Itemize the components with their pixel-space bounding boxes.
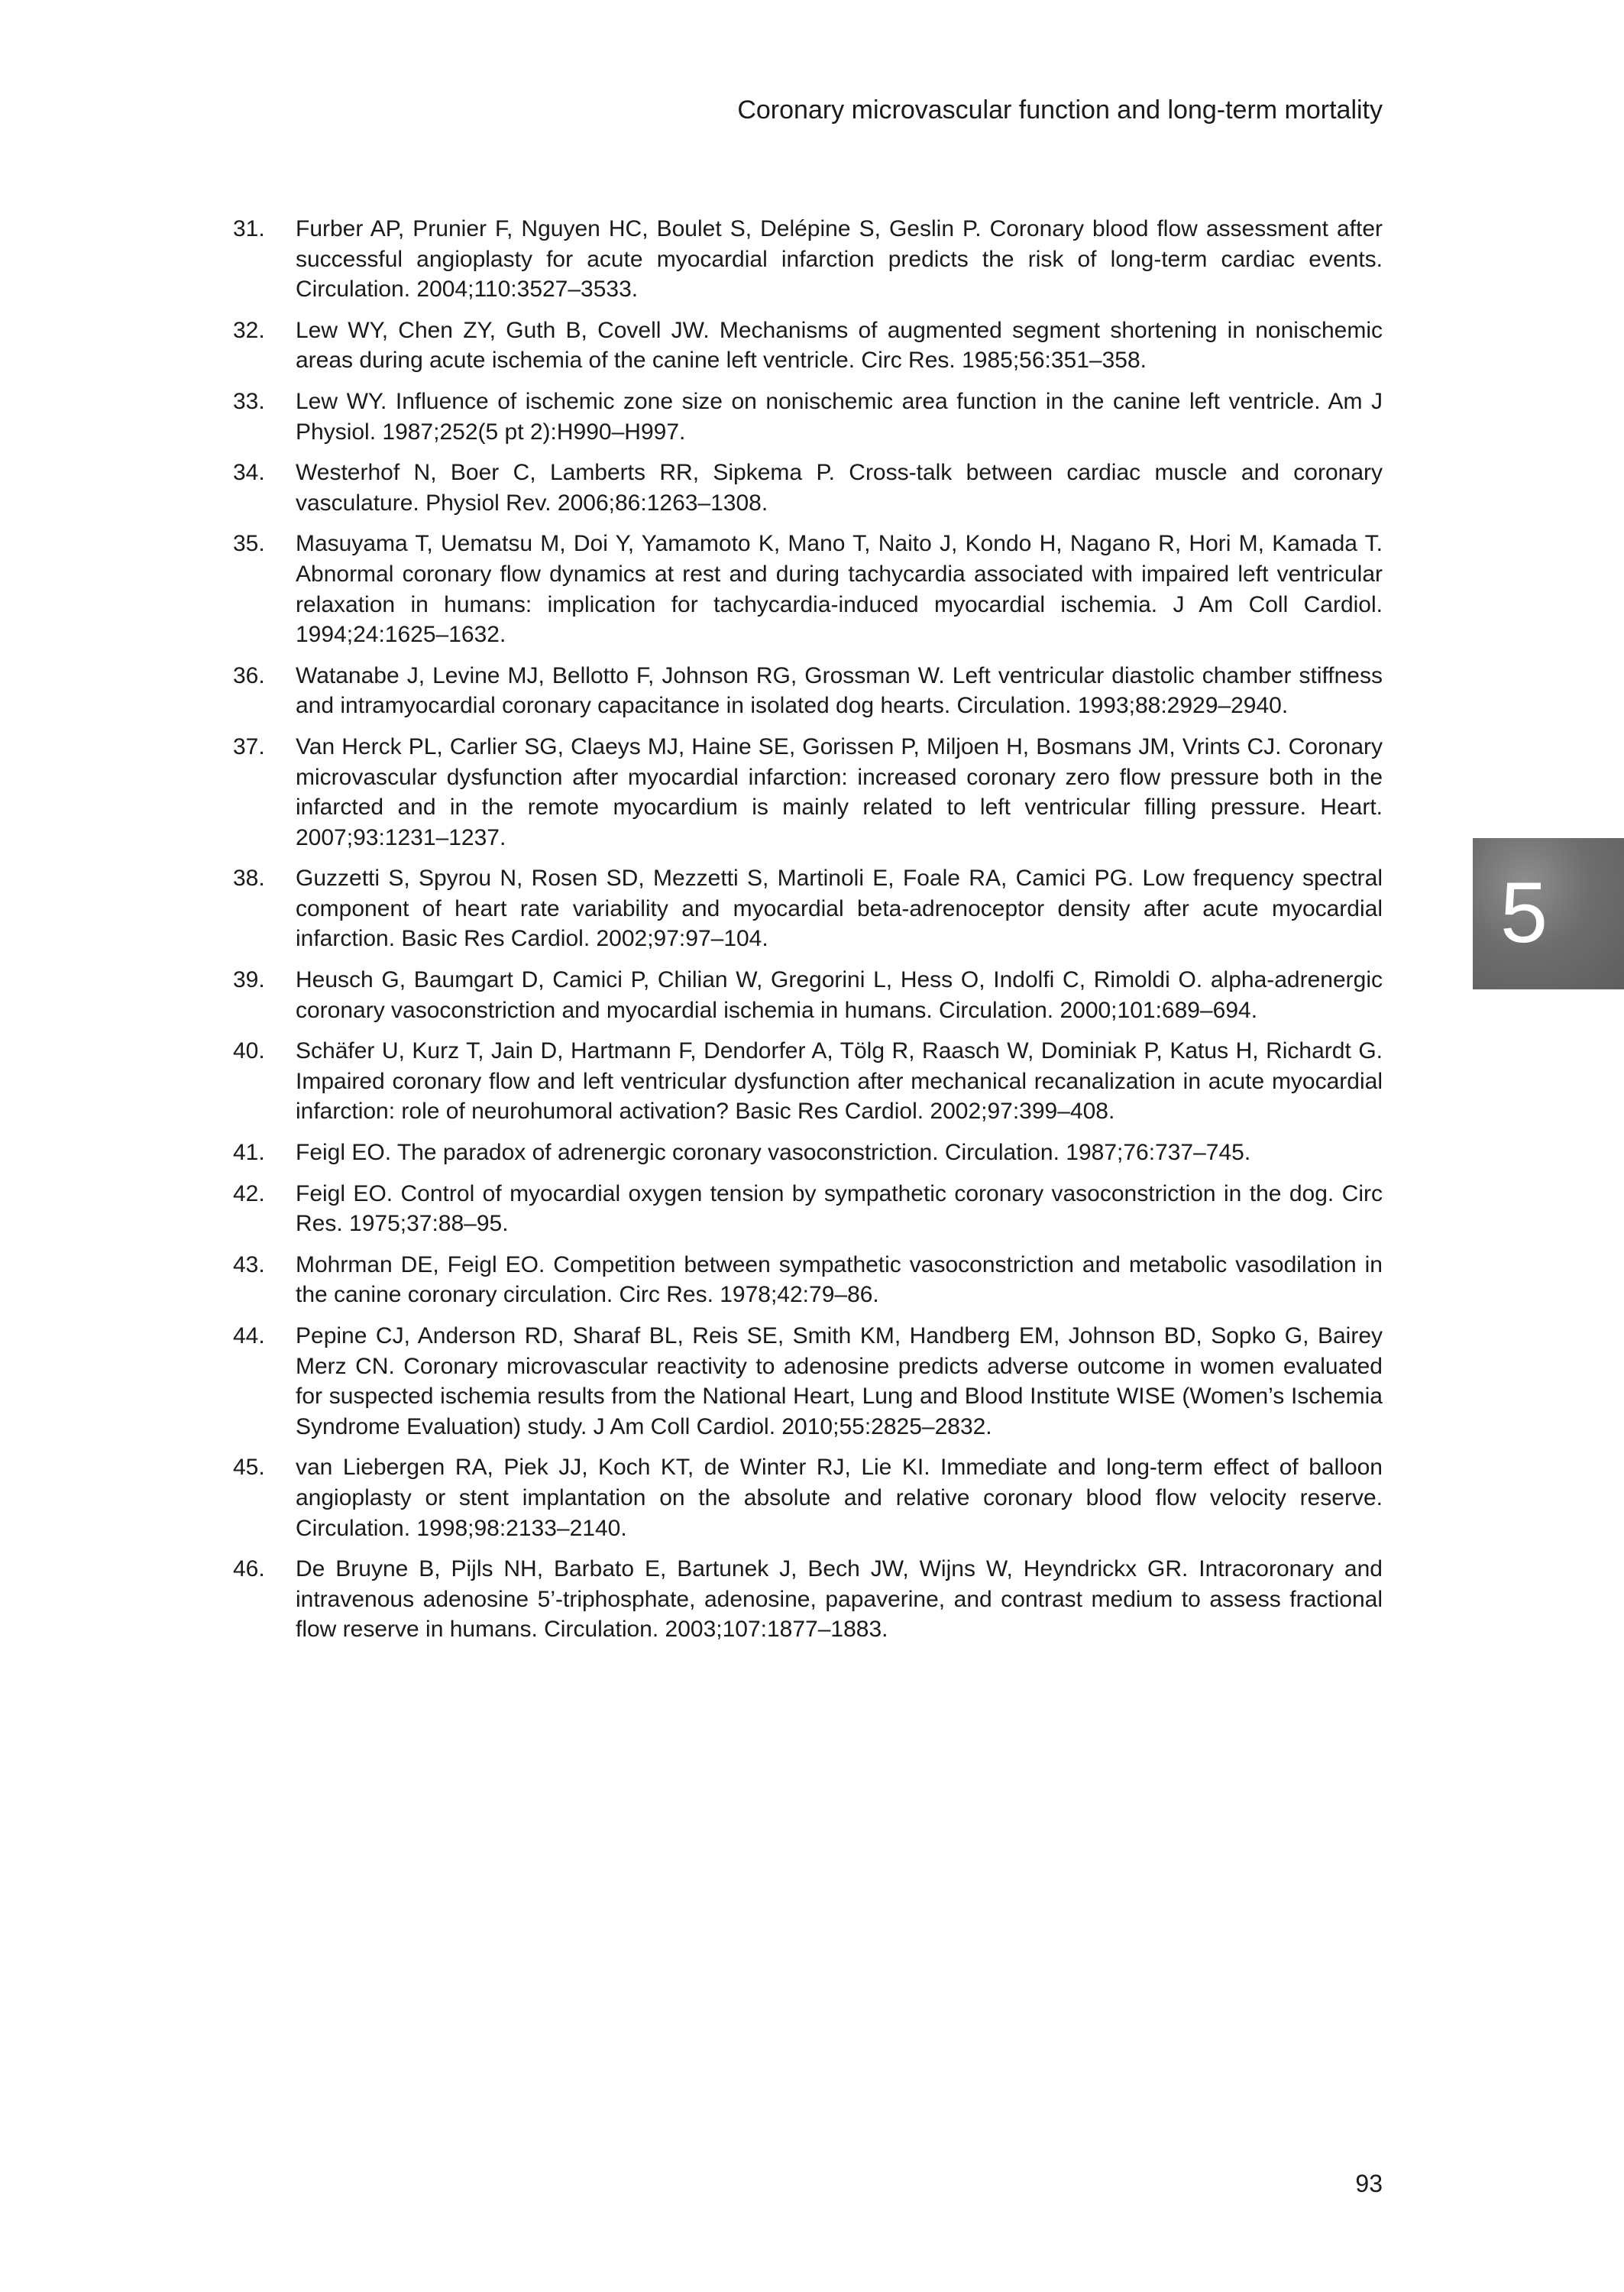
reference-text: Lew WY. Influence of ischemic zone size on nonischemic area function in the canine left ventricle. Am J Physiol. 1987;252(5 pt 2):H990–H997.	[296, 388, 1383, 445]
reference-number: 35.	[233, 531, 265, 557]
reference-text: van Liebergen RA, Piek JJ, Koch KT, de Winter RJ, Lie KI. Immediate and long-term effect of balloon angioplasty or stent implantation on the absolute and relative coronary blood flow velocity reserve. Circulation. 1998;98:2133–2140.	[296, 1455, 1383, 1541]
reference-item	[233, 529, 1383, 649]
reference-item	[233, 1036, 1383, 1127]
reference-number: 40.	[233, 1038, 265, 1064]
reference-number: 43.	[233, 1251, 265, 1277]
reference-text: Schäfer U, Kurz T, Jain D, Hartmann F, Dendorfer A, Tölg R, Raasch W, Dominiak P, Katus H, Richardt G. Impaired coronary flow and left ventricular dysfunction after mechanical recanalization in acute myocardial infarction: role of neurohumoral activation? Basic Res Cardiol. 2002;97:399–408.	[296, 1038, 1383, 1125]
reference-number: 33.	[233, 388, 265, 414]
reference-text: Mohrman DE, Feigl EO. Competition between sympathetic vasoconstriction and metabolic vasodilation in the canine coronary circulation. Circ Res. 1978;42:79–86.	[296, 1251, 1383, 1308]
reference-item	[233, 1138, 1383, 1168]
reference-item	[233, 387, 1383, 447]
reference-number: 44.	[233, 1323, 265, 1348]
reference-item	[233, 1321, 1383, 1442]
reference-number: 41.	[233, 1140, 265, 1166]
reference-item	[233, 214, 1383, 305]
reference-text: Masuyama T, Uematsu M, Doi Y, Yamamoto K, Mano T, Naito J, Kondo H, Nagano R, Hori M, Kamada T. Abnormal coronary flow dynamics at rest and during tachycardia associated with impaired left ventricular relaxation in humans: implication for tachycardia-induced myocardial ischemia. J Am Coll Cardiol. 1994;24:1625–1632.	[296, 531, 1383, 648]
running-header: Coronary microvascular function and long-term mortality	[737, 96, 1383, 125]
reference-item	[233, 316, 1383, 376]
reference-number: 39.	[233, 967, 265, 993]
reference-text: Furber AP, Prunier F, Nguyen HC, Boulet S, Delépine S, Geslin P. Coronary blood flow assessment after successful angioplasty for acute myocardial infarction predicts the risk of long-term cardiac events. Circulation. 2004;110:3527–3533.	[296, 216, 1383, 303]
reference-text: Watanabe J, Levine MJ, Bellotto F, Johnson RG, Grossman W. Left ventricular diastolic chamber stiffness and intramyocardial coronary capacitance in isolated dog hearts. Circulation. 1993;88:2929–2940.	[296, 662, 1383, 719]
reference-number: 37.	[233, 733, 265, 759]
chapter-number: 5	[1499, 865, 1548, 960]
reference-item	[233, 732, 1383, 853]
reference-item	[233, 863, 1383, 954]
reference-text: Van Herck PL, Carlier SG, Claeys MJ, Haine SE, Gorissen P, Miljoen H, Bosmans JM, Vrints CJ. Coronary microvascular dysfunction after myocardial infarction: increased coronary zero flow pressure both in the infarcted and in the remote myocardium is mainly related to left ventricular filling pressure. Heart. 2007;93:1231–1237.	[296, 733, 1383, 850]
reference-item	[233, 458, 1383, 518]
reference-text: Pepine CJ, Anderson RD, Sharaf BL, Reis SE, Smith KM, Handberg EM, Johnson BD, Sopko G, Bairey Merz CN. Coronary microvascular reactivity to adenosine predicts adverse outcome in women evaluated for suspected ischemia results from the National Heart, Lung and Blood Institute WISE (Women’s Ischemia Syndrome Evaluation) study. J Am Coll Cardiol. 2010;55:2825–2832.	[296, 1323, 1383, 1439]
reference-text: De Bruyne B, Pijls NH, Barbato E, Bartunek J, Bech JW, Wijns W, Heyndrickx GR. Intracoronary and intravenous adenosine 5’-triphosphate, adenosine, papaverine, and contrast medium to assess fractional flow reserve in humans. Circulation. 2003;107:1877–1883.	[296, 1556, 1383, 1643]
reference-item	[233, 965, 1383, 1025]
reference-number: 42.	[233, 1180, 265, 1206]
reference-text: Guzzetti S, Spyrou N, Rosen SD, Mezzetti S, Martinoli E, Foale RA, Camici PG. Low frequency spectral component of heart rate variability and myocardial beta-adrenoceptor density after acute myocardial infarction. Basic Res Cardiol. 2002;97:97–104.	[296, 866, 1383, 952]
reference-item	[233, 661, 1383, 721]
reference-text: Feigl EO. The paradox of adrenergic coronary vasoconstriction. Circulation. 1987;76:737–745.	[296, 1140, 1251, 1166]
reference-text: Feigl EO. Control of myocardial oxygen tension by sympathetic coronary vasoconstriction in the dog. Circ Res. 1975;37:88–95.	[296, 1180, 1383, 1237]
reference-item	[233, 1250, 1383, 1310]
reference-item	[233, 1179, 1383, 1239]
reference-number: 38.	[233, 866, 265, 892]
reference-item	[233, 1452, 1383, 1543]
reference-item	[233, 1554, 1383, 1645]
reference-list	[233, 214, 1383, 1656]
page-number: 93	[1355, 2170, 1383, 2197]
reference-number: 32.	[233, 317, 265, 343]
reference-number: 34.	[233, 460, 265, 486]
reference-number: 46.	[233, 1556, 265, 1582]
reference-text: Lew WY, Chen ZY, Guth B, Covell JW. Mechanisms of augmented segment shortening in nonischemic areas during acute ischemia of the canine left ventricle. Circ Res. 1985;56:351–358.	[296, 317, 1383, 374]
reference-text: Westerhof N, Boer C, Lamberts RR, Sipkema P. Cross-talk between cardiac muscle and coronary vasculature. Physiol Rev. 2006;86:1263–1308.	[296, 460, 1383, 516]
reference-number: 36.	[233, 662, 265, 688]
reference-number: 45.	[233, 1455, 265, 1481]
reference-text: Heusch G, Baumgart D, Camici P, Chilian W, Gregorini L, Hess O, Indolfi C, Rimoldi O. alpha-adrenergic coronary vasoconstriction and myocardial ischemia in humans. Circulation. 2000;101:689–694.	[296, 967, 1383, 1023]
reference-number: 31.	[233, 216, 265, 241]
